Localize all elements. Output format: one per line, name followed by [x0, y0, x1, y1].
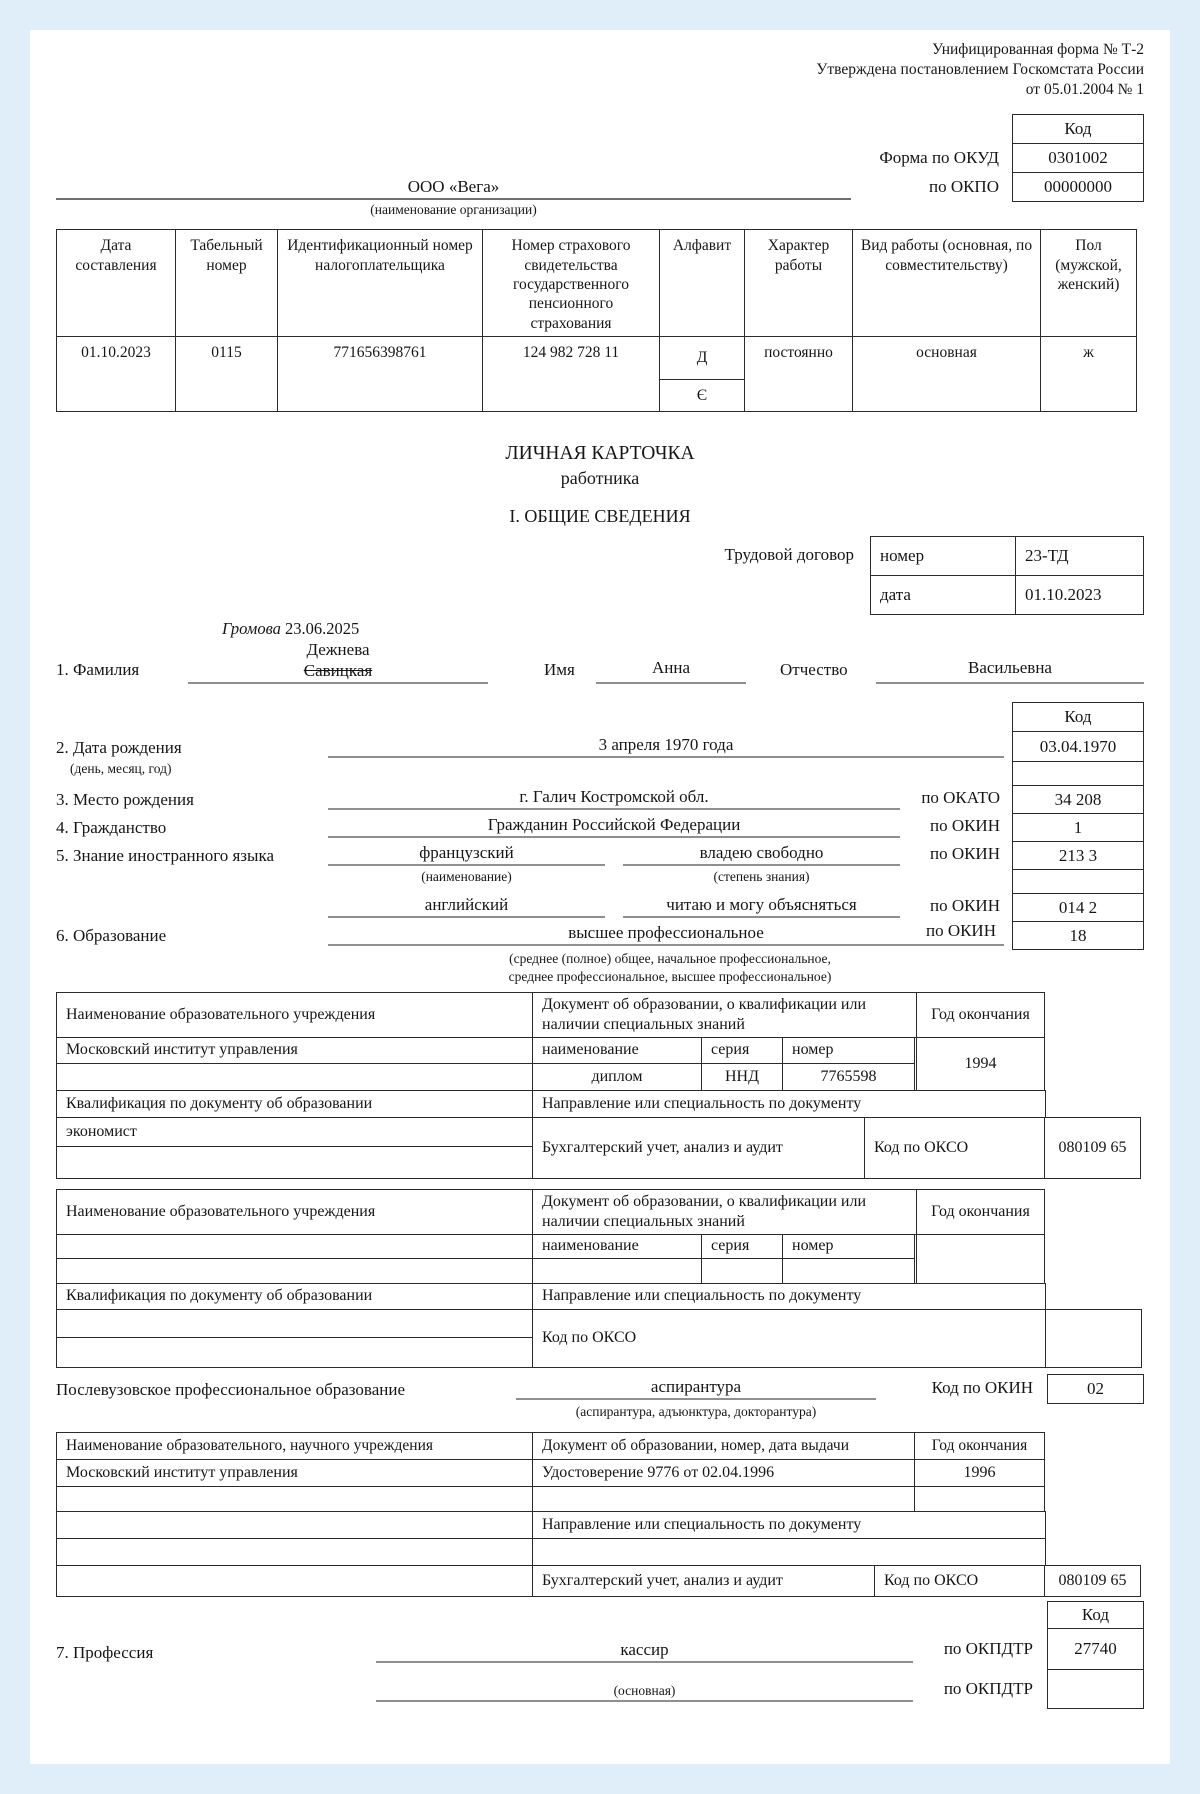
doc-name-cell — [532, 1258, 702, 1284]
doc-series-cell: ННД — [701, 1063, 783, 1091]
doc-series-label: серия — [701, 1037, 783, 1064]
language-label: 5. Знание иностранного языка — [56, 846, 274, 866]
qualification-cell: экономист — [56, 1117, 533, 1147]
surname-corrected: Дежнева — [306, 640, 370, 660]
institution-cells — [56, 1234, 533, 1284]
education-label: 6. Образование — [56, 926, 167, 946]
okpdtr-label: по ОКПДТР — [943, 1639, 1033, 1658]
postgraduate-row — [56, 1374, 1144, 1404]
year-header: Год окончания — [916, 992, 1045, 1038]
patronymic-label: Отчество — [780, 660, 848, 680]
contract-number-value: 23-ТД — [1015, 536, 1144, 576]
okso-label: Код по ОКСО — [532, 1309, 1046, 1368]
empty-code-cell — [1012, 761, 1144, 786]
column-header: Идентификационный номер налогоплательщика — [277, 229, 483, 337]
language-name-caption: (наименование) — [421, 868, 512, 884]
spacer — [900, 869, 1012, 894]
language-level-field: владею свободно — [623, 842, 900, 865]
education-caption-2: среднее профессиональное, высшее профессиональное) — [508, 968, 832, 984]
education-value: высшее профессиональное — [568, 923, 764, 943]
profession-field: кассир — [376, 1628, 913, 1663]
okpdtr-code-cell — [1047, 1669, 1144, 1709]
okud-code-box — [56, 114, 1144, 202]
main-table — [56, 229, 1144, 412]
citizenship-code-cell: 1 — [1012, 813, 1144, 842]
birth-date-row — [56, 731, 1144, 762]
profession-row-2 — [56, 1669, 1144, 1709]
okin-label: по ОКИН — [925, 921, 996, 941]
okso-label: Код по ОКСО — [874, 1565, 1045, 1597]
contract-table — [870, 536, 1144, 615]
okpdtr-label: по ОКПДТР — [943, 1679, 1033, 1698]
spacer — [56, 869, 328, 894]
contract-date-label: дата — [870, 575, 1016, 615]
main-table-data-row — [56, 336, 1144, 412]
spacer — [56, 893, 328, 922]
education-table-2 — [56, 1189, 1144, 1368]
language-fields-2 — [328, 893, 900, 918]
code-column-header: Код — [1047, 1601, 1144, 1629]
contract-number-label: номер — [870, 536, 1016, 576]
contract-block — [56, 536, 1144, 615]
education-row — [56, 921, 1144, 950]
birth-date-field: 3 апреля 1970 года — [328, 731, 1004, 758]
form-header — [56, 40, 1144, 100]
education-caption-row — [56, 949, 1144, 968]
language-captions-row — [56, 869, 1144, 894]
year-cell — [916, 1234, 1045, 1284]
qualification-cell — [56, 1309, 533, 1338]
doc-series-cell — [701, 1258, 783, 1284]
doc-number-cell: 7765598 — [782, 1063, 915, 1091]
institution-header: Наименование образовательного учреждения — [56, 1189, 533, 1235]
empty-cell — [56, 1486, 533, 1512]
empty-cell — [56, 1063, 533, 1091]
language-level-field: читаю и могу объясняться — [623, 894, 900, 917]
correction-signature: Громова — [222, 618, 281, 638]
spacer — [56, 1601, 1047, 1629]
empty-cell — [56, 1565, 533, 1597]
spacer — [1012, 967, 1144, 986]
okin-label: по ОКИН — [929, 896, 1000, 916]
doc-series-label: серия — [701, 1234, 783, 1259]
document-paper — [30, 30, 1170, 1764]
citizenship-label: 4. Гражданство — [56, 818, 167, 838]
surname-row — [56, 619, 1144, 684]
spacer — [56, 702, 1012, 732]
specialty-header: Направление или специальность по документу — [532, 1090, 1046, 1118]
postgraduate-label: Послевузовское профессиональное образование — [56, 1380, 406, 1400]
work-nature-cell: постоянно — [744, 336, 853, 412]
doc-name-cell: диплом — [532, 1063, 702, 1091]
postgraduate-caption-row — [56, 1404, 1144, 1424]
document-cell: Удостоверение 9776 от 02.04.1996 — [532, 1459, 915, 1487]
empty-cell — [56, 1258, 533, 1284]
okud-label: Форма по ОКУД — [879, 148, 999, 168]
okud-spacer — [56, 114, 1013, 144]
gender-cell: ж — [1040, 336, 1137, 412]
qualification-header: Квалификация по документу об образовании — [56, 1090, 533, 1118]
alphabet-top-cell: Д — [659, 336, 745, 380]
education-caption-1: (среднее (полное) общее, начальное профессиональное, — [509, 950, 831, 966]
institution-cells — [56, 1037, 533, 1091]
institution-header: Наименование образовательного учреждения — [56, 992, 533, 1038]
insurance-number-cell: 124 982 728 11 — [482, 336, 660, 412]
inn-cell: 771656398761 — [277, 336, 483, 412]
citizenship-field: Гражданин Российской Федерации — [328, 813, 900, 838]
qualification-header: Квалификация по документу об образовании — [56, 1283, 533, 1310]
doc-name-label: наименование — [532, 1234, 702, 1259]
okpo-value-cell: 00000000 — [1012, 172, 1144, 202]
document-header: Документ об образовании, о квалификации или наличии специальных знаний — [532, 992, 917, 1038]
date-cell: 01.10.2023 — [56, 336, 176, 412]
okin-label: Код по ОКИН — [931, 1378, 1033, 1398]
profession-caption-field: (основная) — [376, 1669, 913, 1702]
education-code-cell: 18 — [1012, 921, 1144, 950]
spacer — [1012, 949, 1144, 968]
okso-code-cell — [1045, 1309, 1142, 1368]
language-level-caption: (степень знания) — [713, 868, 810, 884]
birthplace-row — [56, 785, 1144, 814]
doc-number-label: номер — [782, 1037, 915, 1064]
contract-date-value: 01.10.2023 — [1015, 575, 1144, 615]
okso-label: Код по ОКСО — [864, 1117, 1045, 1179]
specialty-header: Направление или специальность по документу — [532, 1511, 1046, 1539]
spacer — [56, 949, 328, 968]
birth-date-code-cell: 03.04.1970 — [1012, 731, 1144, 762]
language-fields — [328, 841, 900, 866]
surname-original: Савицкая — [303, 661, 373, 681]
birth-date-sublabel: (день, месяц, год) — [70, 760, 172, 776]
education-table-3 — [56, 1432, 1144, 1597]
column-header: Вид работы (основная, по совместительству) — [852, 229, 1041, 337]
institution-cell — [56, 1234, 533, 1259]
surname-field — [188, 619, 488, 684]
empty-cell — [532, 1538, 1046, 1566]
education-field — [328, 921, 1004, 946]
okato-label: по ОКАТО — [921, 788, 1000, 808]
institution-header: Наименование образовательного, научного учреждения — [56, 1432, 533, 1460]
correction-date: 23.06.2025 — [285, 618, 360, 638]
birthplace-field: г. Галич Костромской обл. — [328, 785, 900, 810]
section-1-heading: I. ОБЩИЕ СВЕДЕНИЯ — [509, 506, 691, 526]
general-info-section — [56, 702, 1144, 986]
form-header-line: от 05.01.2004 № 1 — [1025, 81, 1144, 98]
document-header: Документ об образовании, о квалификации или наличии специальных знаний — [532, 1189, 917, 1235]
citizenship-row — [56, 813, 1144, 842]
okpdtr-code-cell: 27740 — [1047, 1628, 1144, 1670]
okin-label: по ОКИН — [929, 844, 1000, 864]
postgraduate-code-cell: 02 — [1047, 1374, 1144, 1404]
qualification-cells — [56, 1117, 533, 1179]
education-caption-row — [56, 967, 1144, 986]
spacer — [56, 967, 328, 986]
institution-cell: Московский институт управления — [56, 1037, 533, 1064]
document-cells — [532, 1037, 917, 1091]
alphabet-cell — [659, 336, 745, 412]
year-header: Год окончания — [916, 1189, 1045, 1235]
language-name-field: французский — [328, 842, 605, 865]
okud-value-cell: 0301002 — [1012, 143, 1144, 173]
empty-cell — [532, 1486, 915, 1512]
surname-label: 1. Фамилия — [56, 660, 140, 680]
work-kind-cell: основная — [852, 336, 1041, 412]
organization-name: ООО «Вега» — [56, 176, 851, 200]
doc-number-cell — [782, 1258, 915, 1284]
language2-code-cell: 014 2 — [1012, 893, 1144, 922]
okso-code-cell: 080109 65 — [1044, 1117, 1141, 1179]
language-name-field: английский — [328, 894, 605, 917]
document-subtitle: работника — [560, 467, 640, 488]
empty-cell — [56, 1538, 533, 1566]
doc-name-label: наименование — [532, 1037, 702, 1064]
okpo-label: по ОКПО — [928, 177, 999, 197]
okso-code-cell: 080109 65 — [1044, 1565, 1141, 1597]
year-cell: 1996 — [914, 1459, 1045, 1487]
column-header: Алфавит — [659, 229, 745, 337]
alphabet-bottom-cell: Є — [659, 379, 745, 412]
spacer — [56, 1404, 516, 1424]
language1-code-cell: 213 3 — [1012, 841, 1144, 870]
year-header: Год окончания — [914, 1432, 1045, 1460]
specialty-cell: Бухгалтерский учет, анализ и аудит — [532, 1565, 875, 1597]
postgraduate-field: аспирантура — [516, 1374, 876, 1400]
empty-cell — [56, 1146, 533, 1179]
main-table-header-row — [56, 229, 1144, 337]
empty-cell — [56, 1337, 533, 1368]
postgraduate-caption: (аспирантура, адъюнктура, докторантура) — [575, 1403, 817, 1419]
spacer — [328, 761, 1012, 786]
language-row-2 — [56, 893, 1144, 922]
form-header-line: Утверждена постановлением Госкомстата России — [816, 61, 1144, 78]
document-cells — [532, 1234, 917, 1284]
qualification-cells — [56, 1309, 533, 1368]
language-row-1 — [56, 841, 1144, 870]
year-cell: 1994 — [916, 1037, 1045, 1091]
language-captions — [328, 869, 900, 894]
contract-label: Трудовой договор — [724, 544, 854, 564]
column-header: Характер работы — [744, 229, 853, 337]
empty-cell — [56, 1511, 533, 1539]
institution-cell: Московский институт управления — [56, 1459, 533, 1487]
column-header: Пол (мужской, женский) — [1040, 229, 1137, 337]
empty-code-cell — [1012, 869, 1144, 894]
profession-section — [56, 1601, 1144, 1709]
code-header-cell: Код — [1012, 114, 1144, 144]
document-title: ЛИЧНАЯ КАРТОЧКА — [505, 443, 695, 465]
patronymic-field: Васильевна — [876, 657, 1144, 683]
education-table-1 — [56, 992, 1144, 1179]
empty-cell — [914, 1486, 1045, 1512]
column-header: Дата составления — [56, 229, 176, 337]
code-column-header: Код — [1012, 702, 1144, 732]
birth-date-sublabel-row — [56, 761, 1144, 786]
firstname-label: Имя — [544, 660, 575, 680]
column-header: Табельный номер — [175, 229, 278, 337]
profession-label: 7. Профессия — [56, 1643, 154, 1663]
specialty-header: Направление или специальность по документу — [532, 1283, 1046, 1310]
form-header-line: Унифицированная форма № Т-2 — [932, 41, 1144, 58]
birthplace-label: 3. Место рождения — [56, 790, 194, 810]
profession-row-1 — [56, 1628, 1144, 1670]
okin-label: по ОКИН — [929, 816, 1000, 836]
document-header: Документ об образовании, номер, дата выдачи — [532, 1432, 915, 1460]
specialty-cell: Бухгалтерский учет, анализ и аудит — [532, 1117, 865, 1179]
column-header: Номер страхового свидетельства государственного пенсионного страхования — [482, 229, 660, 337]
correction-annotation — [222, 619, 488, 640]
doc-number-label: номер — [782, 1234, 915, 1259]
spacer — [56, 1669, 336, 1709]
tab-number-cell: 0115 — [175, 336, 278, 412]
firstname-field: Анна — [596, 657, 746, 683]
birth-date-label: 2. Дата рождения — [56, 738, 182, 758]
organization-caption: (наименование организации) — [370, 202, 537, 218]
okato-code-cell: 34 208 — [1012, 785, 1144, 814]
